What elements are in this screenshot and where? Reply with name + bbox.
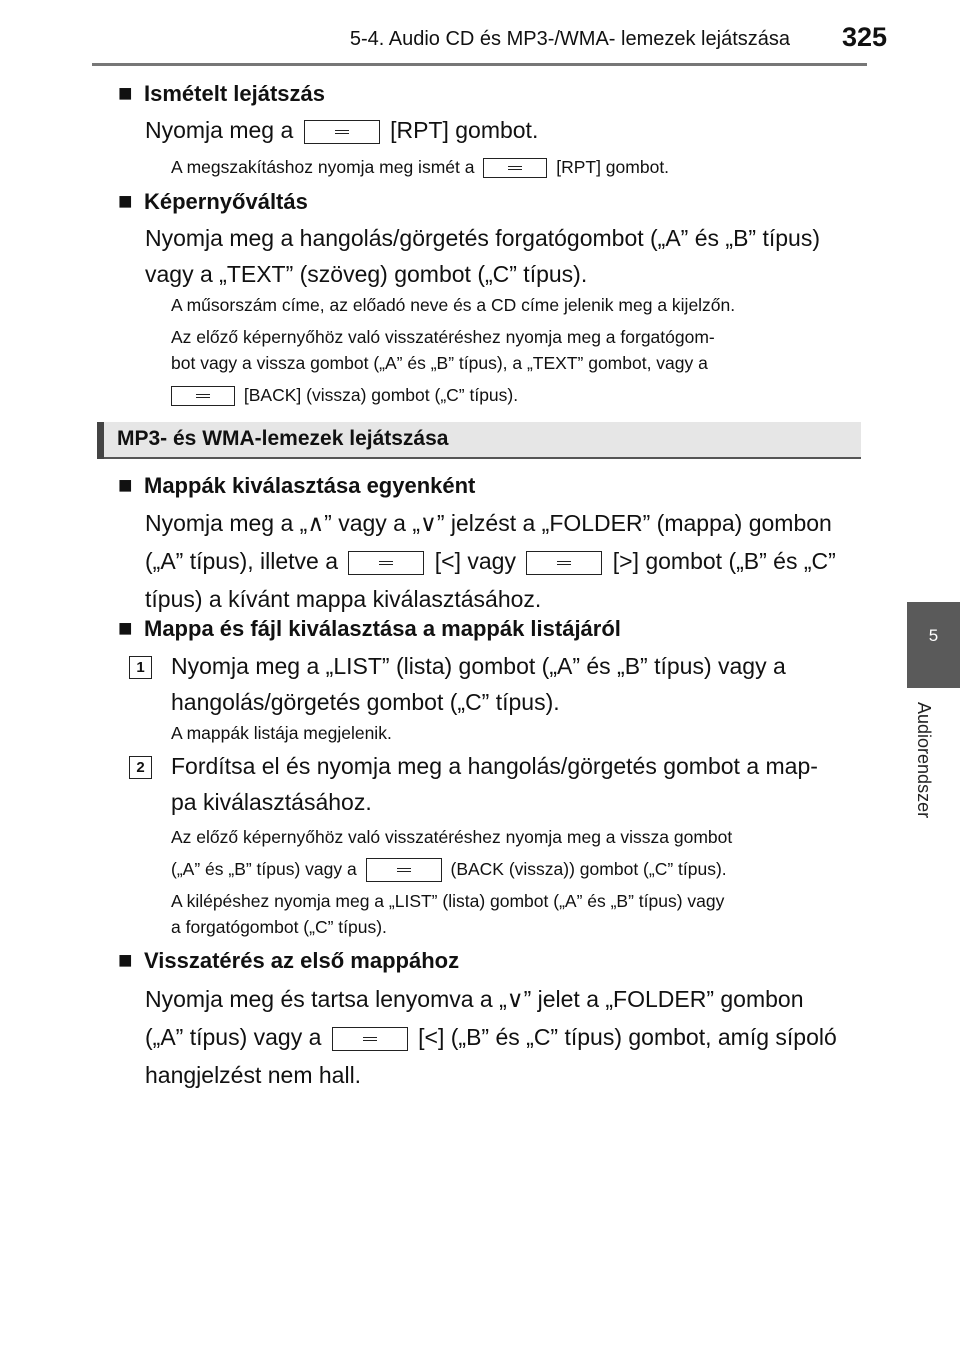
rpt-button-icon (483, 158, 547, 178)
step-1-note: A mappák listája megjelenik. (171, 723, 392, 743)
section-accent (97, 422, 104, 459)
next-button-icon (526, 551, 602, 575)
section-title: MP3- és WMA-lemezek lejátszása (117, 427, 449, 450)
chapter-tab-label: Audiorendszer (914, 702, 934, 819)
bullet-icon: ■ (118, 472, 133, 499)
step-2-note-1: Az előző képernyőhöz való visszatéréshez nyomja meg a vissza gombot („A” és „B” típus) vagy a (BACK (vissza)) gombot („C” típus). (171, 821, 855, 885)
heading-screen-switch: ■ Képernyőváltás (118, 188, 308, 215)
heading-repeat: ■ Ismételt lejátszás (118, 80, 325, 107)
first-folder-instruction: Nyomja meg és tartsa lenyomva a „∨” jelet a „FOLDER” gombon („A” típus) vagy a [<] („B” és „C” típus) gombot, amíg sípoló hangjelzést nem hall. (145, 986, 837, 1088)
bullet-icon: ■ (118, 947, 133, 974)
screen-instruction: Nyomja meg a hangolás/görgetés forgatógombot („A” és „B” típus) vagy a „TEXT” (szöveg) gombot („C” típus). (145, 225, 820, 287)
repeat-note: A megszakításhoz nyomja meg ismét a [RPT] gombot. (171, 157, 670, 177)
back-button-icon (366, 858, 442, 882)
back-button-icon (171, 386, 235, 406)
step-2-text: Fordítsa el és nyomja meg a hangolás/görgetés gombot a map- pa kiválasztásához. (171, 753, 818, 815)
chapter-title: 5-4. Audio CD és MP3-/WMA- lemezek lejátszása (349, 28, 790, 50)
bullet-icon: ■ (118, 188, 133, 215)
prev-button-icon (332, 1027, 408, 1051)
bullet-icon: ■ (118, 80, 133, 107)
section-header-mp3-wma (97, 422, 861, 459)
step-1-text: Nyomja meg a „LIST” (lista) gombot („A” és „B” típus) vagy a hangolás/görgetés gombot („C” típus). (171, 653, 786, 715)
header-divider (92, 63, 867, 66)
step-2-badge: 2 (129, 756, 152, 779)
bullet-icon: ■ (118, 615, 133, 642)
screen-note-1: A műsorszám címe, az előadó neve és a CD címe jelenik meg a kijelzőn. (171, 295, 736, 315)
screen-note-2: Az előző képernyőhöz való visszatéréshez nyomja meg a forgatógom- bot vagy a vissza gombot („A” és „B” típus), a „TEXT” gombot, vagy a [BACK] (vissza) gombot („C” típus). (171, 327, 715, 405)
step-2-note-2: A kilépéshez nyomja meg a „LIST” (lista) gombot („A” és „B” típus) vagy a forgatógombot („C” típus). (171, 891, 725, 937)
page-number: 325 (842, 22, 888, 52)
heading-first-folder: ■ Visszatérés az első mappához (118, 947, 460, 974)
rpt-button-icon (304, 120, 380, 144)
prev-button-icon (348, 551, 424, 575)
step-1-badge: 1 (129, 656, 152, 679)
heading-folder-list: ■ Mappa és fájl kiválasztása a mappák listájáról (118, 615, 621, 642)
repeat-instruction: Nyomja meg a [RPT] gombot. (145, 117, 539, 143)
folder-instruction: Nyomja meg a „∧” vagy a „∨” jelzést a „FOLDER” (mappa) gombon („A” típus), illetve a [<] vagy [>] gombot („B” és „C” típus) a kívánt mappa kiválasztásához. (145, 510, 836, 612)
heading-folder-select: ■ Mappák kiválasztása egyenként (118, 472, 476, 499)
chapter-tab-number: 5 (928, 626, 939, 645)
